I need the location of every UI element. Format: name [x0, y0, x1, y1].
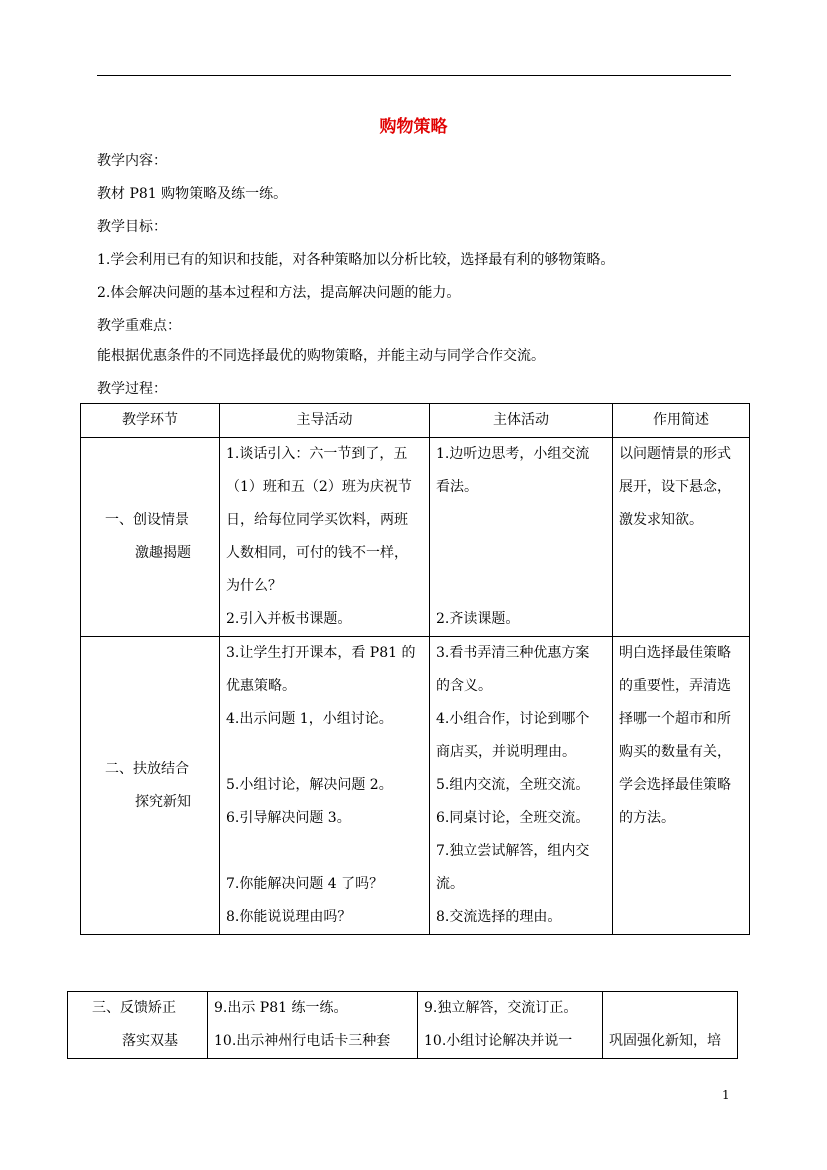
stage-line: 激趣揭题 [135, 545, 191, 561]
stage-line: 落实双基 [122, 1033, 178, 1049]
student-activity-cell [430, 438, 613, 637]
paragraph: 教学内容： [97, 153, 167, 169]
table-row [81, 438, 750, 637]
stage-cell [81, 637, 220, 935]
document-title: 购物策略 [379, 117, 448, 137]
cell-line: 6.同桌讨论，全班交流。 [436, 810, 590, 826]
cell-line: 7.你能解决问题 4 了吗？ [226, 876, 384, 892]
cell-line: 9.独立解答，交流订正。 [424, 1000, 578, 1016]
cell-line: 的含义。 [436, 678, 492, 694]
cell-line: 4.出示问题 1，小组讨论。 [226, 711, 393, 727]
paragraph: 教学重难点： [97, 318, 181, 334]
cell-line: 的重要性，弄清选 [619, 678, 731, 694]
student-activity-cell [418, 992, 603, 1059]
cell-line: 购买的数量有关， [619, 744, 731, 760]
cell-line [609, 992, 731, 1025]
cell-line: 9.出示 P81 练一练。 [214, 1000, 348, 1016]
cell-line [226, 736, 423, 769]
paragraph: 2.体会解决问题的基本过程和方法，提高解决问题的能力。 [97, 285, 461, 301]
page-number: 1 [722, 1088, 730, 1102]
cell-line: 日，给每位同学买饮料，两班 [226, 512, 408, 528]
cell-line [226, 835, 423, 868]
cell-line [436, 504, 606, 537]
lead-activity-cell [220, 637, 430, 935]
table-header-row [81, 404, 750, 438]
process-table [80, 403, 750, 935]
cell-line: 流。 [436, 876, 464, 892]
cell-line: 10.出示神州行电话卡三种套 [214, 1033, 391, 1049]
cell-line: 择哪一个超市和所 [619, 711, 731, 727]
cell-line: 1.边听边思考，小组交流 [436, 446, 590, 462]
cell-line: 商店买，并说明理由。 [436, 744, 576, 760]
stage-cell [68, 992, 208, 1059]
cell-line: 展开，设下悬念， [619, 479, 731, 495]
cell-line: 5.小组讨论，解决问题 2。 [226, 777, 393, 793]
cell-line: 1.谈话引入：六一节到了，五 [226, 446, 408, 462]
process-table-continued [67, 991, 738, 1059]
student-activity-cell [430, 637, 613, 935]
cell-line: 看法。 [436, 479, 478, 495]
cell-line: 2.引入并板书课题。 [226, 611, 352, 627]
cell-line: 8.交流选择的理由。 [436, 909, 562, 925]
cell-line: 优惠策略。 [226, 678, 296, 694]
cell-line: 3.看书弄清三种优惠方案 [436, 645, 590, 661]
header-cell: 主体活动 [430, 404, 613, 438]
cell-line: 10.小组讨论解决并说一 [424, 1033, 573, 1049]
cell-line: （1）班和五（2）班为庆祝节 [226, 479, 412, 495]
paragraph: 教学过程： [97, 381, 167, 397]
header-cell: 主导活动 [220, 404, 430, 438]
cell-line: 5.组内交流，全班交流。 [436, 777, 590, 793]
stage-line: 二、扶放结合 [105, 760, 189, 777]
stage-line: 探究新知 [135, 793, 191, 810]
stage-line: 一、创设情景 [105, 512, 189, 528]
header-cell: 教学环节 [81, 404, 220, 438]
paragraph: 教材 P81 购物策略及练一练。 [97, 186, 288, 202]
purpose-cell [613, 637, 750, 935]
cell-line: 巩固强化新知，培 [609, 1033, 721, 1049]
cell-line: 明白选择最佳策略 [619, 645, 731, 661]
header-rule [97, 75, 731, 76]
paragraph: 1.学会利用已有的知识和技能，对各种策略加以分析比较，选择最有利的够物策略。 [97, 252, 615, 268]
cell-line: 6.引导解决问题 3。 [226, 810, 351, 826]
paragraph: 能根据优惠条件的不同选择最优的购物策略，并能主动与同学合作交流。 [97, 348, 545, 364]
cell-line: 以问题情景的形式 [619, 446, 731, 462]
stage-line: 三、反馈矫正 [92, 1000, 176, 1016]
table-row [81, 637, 750, 935]
header-cell: 作用简述 [613, 404, 750, 438]
cell-line: 3.让学生打开课本，看 P81 的 [226, 645, 416, 661]
cell-line: 为什么？ [226, 578, 282, 594]
cell-line: 激发求知欲。 [619, 512, 703, 528]
purpose-cell [603, 992, 738, 1059]
purpose-cell [613, 438, 750, 637]
cell-line [436, 570, 606, 603]
cell-line: 2.齐读课题。 [436, 611, 520, 627]
paragraph: 教学目标： [97, 219, 167, 235]
table-row [68, 992, 738, 1059]
cell-line: 8.你能说说理由吗？ [226, 909, 352, 925]
cell-line: 7.独立尝试解答，组内交 [436, 843, 590, 859]
stage-cell [81, 438, 220, 637]
cell-line: 的方法。 [619, 810, 675, 826]
cell-line: 人数相同，可付的钱不一样， [226, 545, 408, 561]
lead-activity-cell [208, 992, 418, 1059]
cell-line [436, 537, 606, 570]
cell-line: 4.小组合作，讨论到哪个 [436, 711, 590, 727]
lead-activity-cell [220, 438, 430, 637]
cell-line: 学会选择最佳策略 [619, 777, 731, 793]
